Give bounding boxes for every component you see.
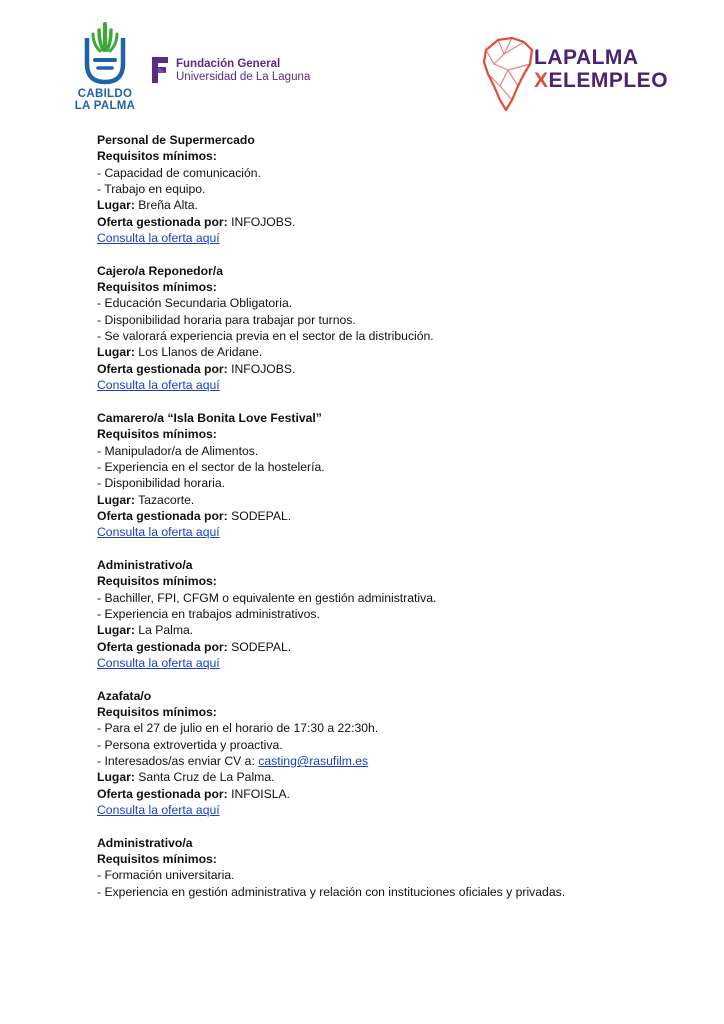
requirements-label: Requisitos mínimos: (97, 149, 217, 164)
job-title: Cajero/a Reponedor/a (97, 263, 223, 278)
cabildo-line2: LA PALMA (74, 100, 136, 112)
fundacion-line2: Universidad de La Laguna (176, 71, 311, 83)
cabildo-emblem-icon (83, 20, 127, 86)
cabildo-line1: CABILDO (77, 88, 133, 100)
job-title: Azafata/o (97, 688, 152, 703)
lapalma-empleo-logo (478, 34, 669, 114)
lapalma-line2: ELEMPLEO (548, 69, 669, 92)
requirement-item: - Experiencia en el sector de la hostelería. (97, 459, 325, 474)
requirement-item: - Formación universitaria. (97, 868, 235, 883)
offer-link[interactable]: Consulta la oferta aquí (97, 656, 220, 670)
cabildo-logo (74, 20, 136, 112)
job-offer (97, 557, 657, 671)
requirement-item: - Capacidad de comunicación. (97, 165, 261, 180)
gestionada-label: Oferta gestionada por: (97, 214, 228, 229)
requirement-item: - Trabajo en equipo. (97, 182, 206, 197)
fundacion-f-icon (150, 57, 170, 83)
island-outline-icon (478, 34, 538, 114)
requirements-label: Requisitos mínimos: (97, 574, 217, 589)
job-offer (97, 688, 657, 819)
lugar-label: Lugar: (97, 198, 135, 213)
gestionada-label: Oferta gestionada por: (97, 508, 228, 523)
requirements-label: Requisitos mínimos: (97, 852, 217, 867)
offer-link[interactable]: Consulta la oferta aquí (97, 525, 220, 540)
requirement-item: - Se valorará experiencia previa en el sector de la distribución. (97, 329, 434, 344)
requirements-label: Requisitos mínimos: (97, 280, 217, 295)
lapalma-x: X (534, 69, 549, 92)
job-title: Personal de Supermercado (97, 133, 255, 147)
offer-link[interactable]: Consulta la oferta aquí (97, 803, 220, 818)
offer-link[interactable]: Consulta la oferta aquí (97, 378, 220, 393)
requirement-item: - Manipulador/a de Alimentos. (97, 443, 259, 458)
requirements-label: Requisitos mínimos: (97, 427, 217, 442)
fundacion-line1: Fundación General (176, 58, 281, 70)
gestionada-value: SODEPAL. (227, 508, 292, 523)
job-offer (97, 132, 657, 246)
job-offer (97, 835, 657, 900)
lugar-value: La Palma. (134, 623, 194, 638)
lugar-label: Lugar: (97, 345, 135, 360)
requirement-item: - Bachiller, FPI, CFGM o equivalente en gestión administrativa. (97, 590, 437, 605)
requirement-item: - Educación Secundaria Obligatoria. (97, 296, 293, 311)
gestionada-value: SODEPAL. (227, 639, 292, 654)
lugar-label: Lugar: (97, 623, 135, 638)
lugar-label: Lugar: (97, 492, 135, 507)
requirement-item: - Disponibilidad horaria. (97, 476, 226, 491)
job-offer (97, 410, 657, 541)
gestionada-value: INFOJOBS. (227, 214, 296, 229)
requirements-label: Requisitos mínimos: (97, 705, 217, 720)
lapalma-line1: LAPALMA (534, 46, 639, 69)
offer-link[interactable]: Consulta la oferta aquí (97, 231, 220, 246)
lugar-value: Los Llanos de Aridane. (134, 345, 263, 360)
email-link[interactable]: casting@rasufilm.es (258, 754, 369, 769)
job-listings (97, 132, 657, 917)
job-title: Administrativo/a (97, 557, 193, 572)
gestionada-label: Oferta gestionada por: (97, 786, 228, 801)
email-prefix: - Interesados/as enviar CV a: (97, 754, 259, 769)
lugar-label: Lugar: (97, 770, 135, 785)
job-title: Camarero/a “Isla Bonita Love Festival” (97, 410, 322, 425)
gestionada-label: Oferta gestionada por: (97, 639, 228, 654)
job-offer (97, 263, 657, 394)
gestionada-label: Oferta gestionada por: (97, 361, 228, 376)
requirement-item: - Experiencia en gestión administrativa y relación con instituciones oficiales y privadas. (97, 884, 566, 899)
requirement-item: - Experiencia en trabajos administrativos. (97, 606, 320, 621)
lugar-value: Santa Cruz de La Palma. (134, 770, 275, 785)
requirement-item: - Persona extrovertida y proactiva. (97, 737, 283, 752)
job-title: Administrativo/a (97, 835, 193, 850)
page-header (0, 0, 724, 125)
gestionada-value: INFOISLA. (227, 786, 291, 801)
lugar-value: Tazacorte. (134, 492, 195, 507)
lugar-value: Breña Alta. (134, 198, 198, 213)
requirement-item: - Para el 27 de julio en el horario de 17:30 a 22:30h. (97, 721, 379, 736)
requirement-item: - Disponibilidad horaria para trabajar por turnos. (97, 312, 356, 327)
gestionada-value: INFOJOBS. (227, 361, 296, 376)
